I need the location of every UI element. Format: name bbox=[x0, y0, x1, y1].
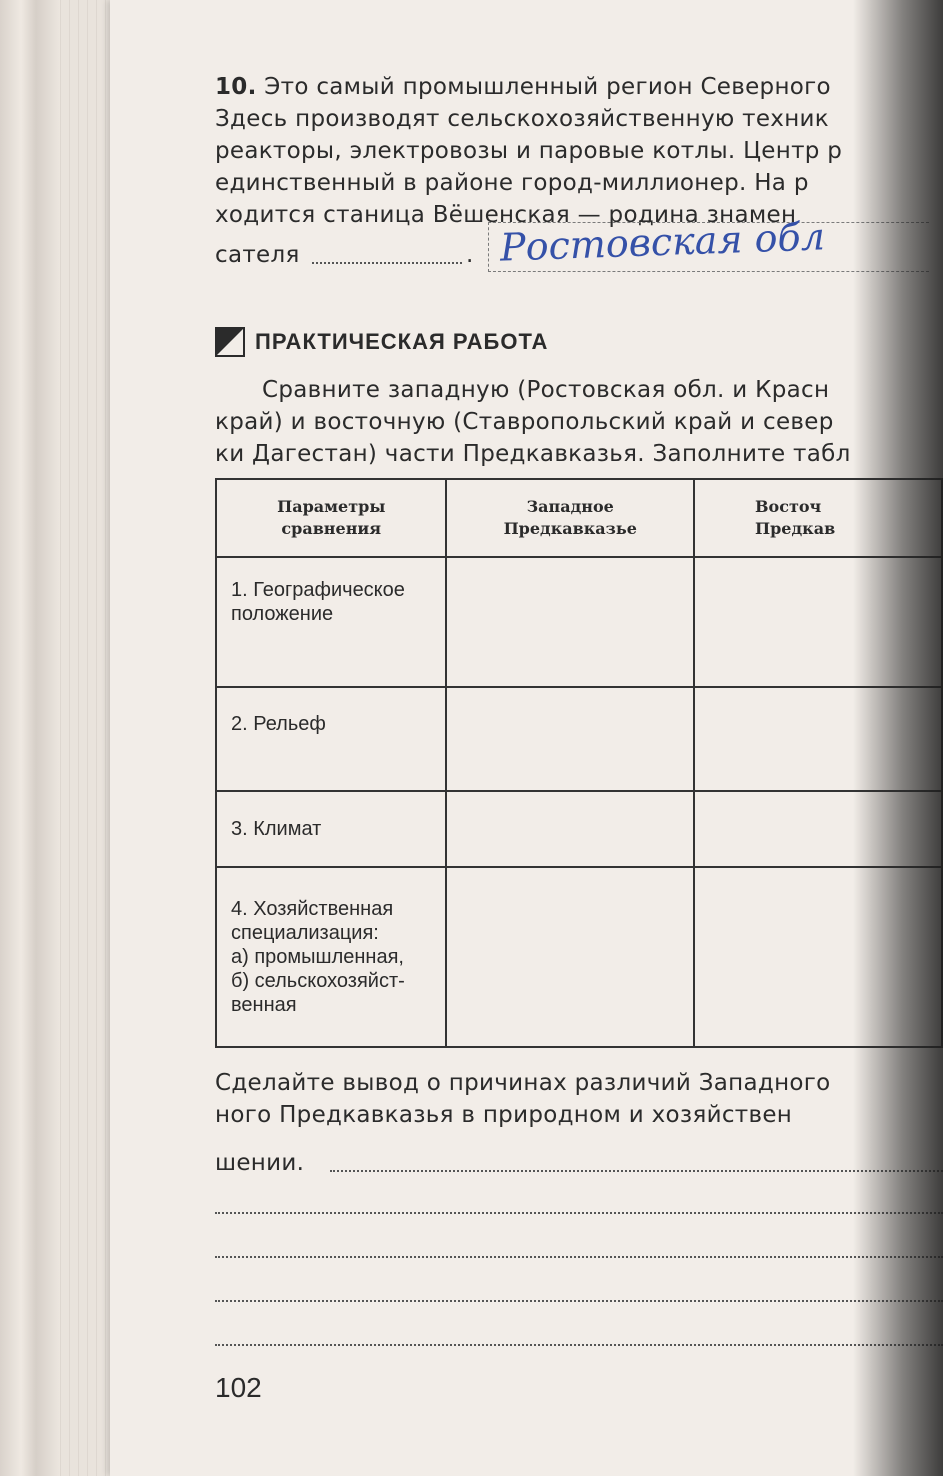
conclusion-line-3: шении. bbox=[215, 1150, 305, 1176]
table-header-row bbox=[216, 479, 942, 557]
intro-line-1: Сравните западную (Ростовская обл. и Красн bbox=[262, 377, 830, 403]
answer-line[interactable] bbox=[330, 1170, 943, 1172]
header-west: Западное Предкавказье bbox=[446, 479, 694, 557]
cell-east-economy[interactable] bbox=[694, 867, 942, 1047]
task10-line-3: реакторы, электровозы и паровые котлы. Центр р bbox=[215, 138, 843, 164]
answer-line[interactable] bbox=[215, 1300, 943, 1302]
task10-line-4: единственный в районе город-миллионер. На р bbox=[215, 170, 809, 196]
table-row bbox=[216, 687, 942, 791]
table-row bbox=[216, 867, 942, 1047]
task10-line-1: 10. Это самый промышленный регион Северного bbox=[215, 74, 831, 100]
cell-west-climate[interactable] bbox=[446, 791, 694, 867]
header-parameters: Параметры сравнения bbox=[216, 479, 446, 557]
practical-work-icon bbox=[215, 327, 245, 357]
table-row bbox=[216, 557, 942, 687]
table-row bbox=[216, 791, 942, 867]
task10-line-2: Здесь производят сельскохозяйственную техник bbox=[215, 106, 829, 132]
row-label-climate: 3. Климат bbox=[216, 791, 446, 867]
cell-east-relief[interactable] bbox=[694, 687, 942, 791]
row-label-economy: 4. Хозяйственная специализация: а) промышленная, б) сельскохозяйст- венная bbox=[216, 867, 446, 1047]
task10-last-word: сателя bbox=[215, 242, 300, 268]
row-label-relief: 2. Рельеф bbox=[216, 687, 446, 791]
period: . bbox=[466, 242, 474, 268]
section-header bbox=[215, 325, 548, 359]
book-gutter bbox=[0, 0, 60, 1476]
handwritten-answer: Ростовская обл bbox=[499, 214, 826, 270]
cell-west-economy[interactable] bbox=[446, 867, 694, 1047]
conclusion-line-2: ного Предкавказья в природном и хозяйствен bbox=[215, 1102, 793, 1128]
task10-line-5: ходится станица Вёшенская — родина знамен bbox=[215, 202, 797, 228]
answer-line[interactable] bbox=[215, 1344, 943, 1346]
intro-line-2: край) и восточную (Ставропольский край и север bbox=[215, 409, 834, 435]
cell-west-relief[interactable] bbox=[446, 687, 694, 791]
section-title: ПРАКТИЧЕСКАЯ РАБОТА bbox=[255, 329, 549, 354]
page-number: 102 bbox=[215, 1372, 262, 1403]
task-number: 10. bbox=[215, 74, 257, 100]
conclusion-line-1: Сделайте вывод о причинах различий Западного bbox=[215, 1070, 831, 1096]
row-label-geography: 1. Географическое положение bbox=[216, 557, 446, 687]
comparison-table bbox=[215, 478, 943, 1048]
intro-line-3: ки Дагестан) части Предкавказья. Заполните табл bbox=[215, 441, 851, 467]
answer-dotted-line bbox=[312, 262, 462, 264]
answer-line[interactable] bbox=[215, 1256, 943, 1258]
header-east: Восточ Предкав bbox=[694, 479, 942, 557]
cell-west-geography[interactable] bbox=[446, 557, 694, 687]
answer-line[interactable] bbox=[215, 1212, 943, 1214]
cell-east-geography[interactable] bbox=[694, 557, 942, 687]
cell-east-climate[interactable] bbox=[694, 791, 942, 867]
